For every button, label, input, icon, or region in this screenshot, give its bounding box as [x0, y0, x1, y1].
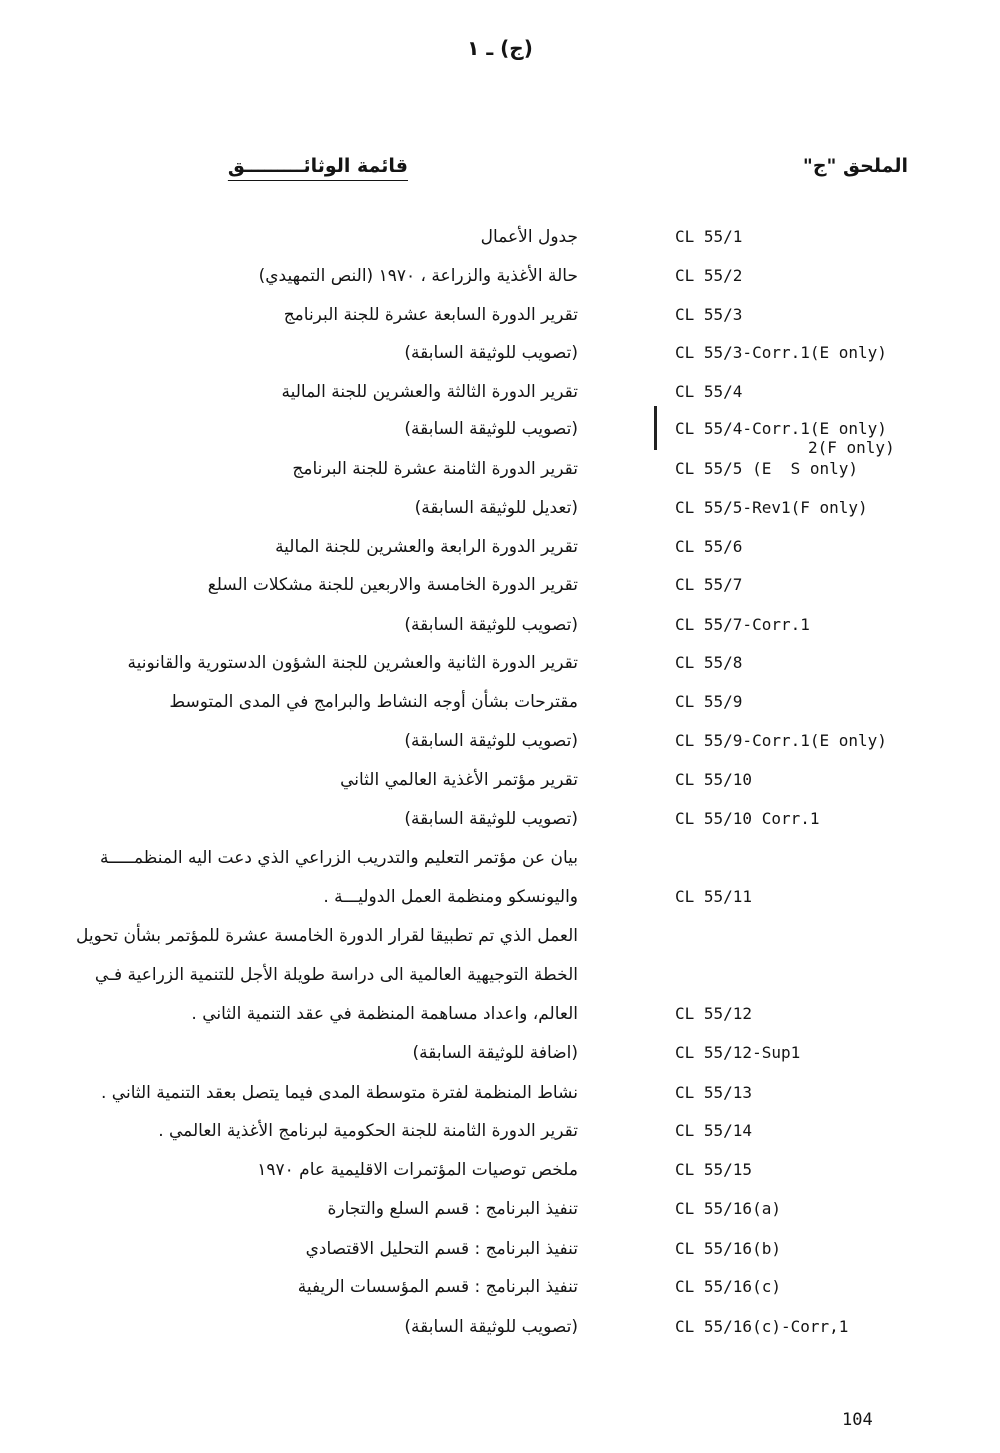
document-row — [0, 919, 1000, 953]
document-code: CL 55/9-Corr.1(E only) — [675, 731, 887, 750]
document-code: CL 55/6 — [675, 537, 743, 556]
document-title-ar: تقرير الدورة الثالثة والعشرين للجنة المالية — [281, 382, 578, 402]
document-code: CL 55/5 (E S only) — [675, 459, 859, 478]
document-row — [0, 841, 1000, 875]
document-title-ar: (تصويب للوثيقة السابقة) — [404, 343, 578, 363]
document-list-title: قائمة الوثائـــــــــق — [227, 155, 408, 177]
document-title-ar: العمل الذي تم تطبيقا لقرار الدورة الخامسة عشرة للمؤتمر بشأن تحويل — [75, 926, 578, 946]
document-row — [0, 491, 1000, 525]
document-row — [0, 1232, 1000, 1266]
document-title-ar: الخطة التوجيهية العالمية الى دراسة طويلة الأجل للتنمية الزراعية فـي — [94, 965, 578, 985]
document-title-ar: تقرير الدورة السابعة عشرة للجنة البرنامج — [283, 305, 578, 325]
document-title-ar: واليونسكو ومنظمة العمل الدوليـــة . — [323, 887, 578, 907]
document-row — [0, 646, 1000, 680]
document-title-ar: (تصويب للوثيقة السابقة) — [404, 615, 578, 635]
document-title-ar: جدول الأعمال — [480, 227, 578, 247]
document-title-ar: تقرير الدورة الثامنة للجنة الحكومية لبرنامج الأغذية العالمي . — [158, 1121, 578, 1141]
document-row — [0, 220, 1000, 254]
document-code: CL 55/4 — [675, 382, 743, 401]
document-title-ar: مقترحات بشأن أوجه النشاط والبرامج في المدى المتوسط — [169, 692, 578, 712]
document-row — [0, 336, 1000, 370]
document-title-ar: تقرير الدورة الرابعة والعشرين للجنة المالية — [275, 537, 578, 557]
document-title-ar: (تصويب للوثيقة السابقة) — [404, 1317, 578, 1337]
document-title-ar: (تصويب للوثيقة السابقة) — [404, 809, 578, 829]
document-title-ar: تقرير مؤتمر الأغذية العالمي الثاني — [340, 770, 578, 790]
document-row — [0, 763, 1000, 797]
document-code: CL 55/14 — [675, 1121, 753, 1140]
page-number: 104 — [842, 1410, 873, 1430]
document-code: CL 55/16(c)-Corr,1 — [675, 1317, 849, 1336]
document-code: CL 55/10 — [675, 770, 753, 789]
document-row — [0, 608, 1000, 642]
document-title-ar: (تصويب للوثيقة السابقة) — [404, 731, 578, 751]
document-row — [0, 958, 1000, 992]
document-title-ar: تقرير الدورة الثانية والعشرين للجنة الشؤون الدستورية والقانونية — [127, 653, 578, 673]
document-code: CL 55/16(a) — [675, 1199, 781, 1218]
document-row — [0, 375, 1000, 409]
document-row — [0, 452, 1000, 486]
document-title-ar: (تعديل للوثيقة السابقة) — [414, 498, 578, 518]
document-title-ar: (تصويب للوثيقة السابقة) — [404, 419, 578, 439]
document-row — [0, 412, 1000, 457]
document-row — [0, 259, 1000, 293]
document-code: CL 55/1 — [675, 227, 743, 246]
document-row — [0, 880, 1000, 914]
document-code: CL 55/16(c) — [675, 1277, 781, 1296]
document-title-ar: نشاط المنظمة لفترة متوسطة المدى فيما يتصل بعقد التنمية الثاني . — [100, 1083, 578, 1103]
document-code: CL 55/7 — [675, 575, 743, 594]
document-title-ar: تنفيذ البرنامج : قسم السلع والتجارة — [327, 1199, 578, 1219]
document-code: CL 55/5-Rev1(F only) — [675, 498, 868, 517]
document-title-ar: تقرير الدورة الخامسة والاربعين للجنة مشكلات السلع — [207, 575, 578, 595]
document-row — [0, 298, 1000, 332]
document-row — [0, 1076, 1000, 1110]
document-title-ar: (اضافة للوثيقة السابقة) — [412, 1043, 578, 1063]
document-row — [0, 530, 1000, 564]
document-row — [0, 1270, 1000, 1304]
document-code: CL 55/13 — [675, 1083, 753, 1102]
document-row — [0, 1310, 1000, 1344]
document-row — [0, 997, 1000, 1031]
document-code: CL 55/15 — [675, 1160, 753, 1179]
document-title-ar: تنفيذ البرنامج : قسم المؤسسات الريفية — [297, 1277, 578, 1297]
document-code: CL 55/2 — [675, 266, 743, 285]
document-row — [0, 568, 1000, 602]
document-code: CL 55/12 — [675, 1004, 753, 1023]
document-row — [0, 685, 1000, 719]
document-code: CL 55/11 — [675, 887, 753, 906]
document-row — [0, 1036, 1000, 1070]
page-header: (ج) ـ ١ — [467, 36, 533, 60]
document-title-ar: بيان عن مؤتمر التعليم والتدريب الزراعي الذي دعت اليه المنظمـــــة — [99, 848, 578, 868]
document-code: CL 55/16(b) — [675, 1239, 781, 1258]
document-code: CL 55/12-Sup1 — [675, 1043, 801, 1062]
document-title-ar: تقرير الدورة الثامنة عشرة للجنة البرنامج — [292, 459, 578, 479]
document-title-ar: تنفيذ البرنامج : قسم التحليل الاقتصادي — [305, 1239, 578, 1259]
document-title-ar: حالة الأغذية والزراعة ، ١٩٧٠ (النص التمهيدي) — [258, 266, 578, 286]
document-code-continuation: 2(F only) — [808, 438, 895, 457]
document-row — [0, 1192, 1000, 1226]
document-row — [0, 724, 1000, 758]
document-title-ar: العالم، واعداد مساهمة المنظمة في عقد التنمية الثاني . — [191, 1004, 578, 1024]
document-code: CL 55/4-Corr.1(E only) — [675, 419, 887, 438]
document-title-ar: ملخص توصيات المؤتمرات الاقليمية عام ١٩٧٠ — [257, 1160, 578, 1180]
annex-label: الملحق "ج" — [802, 155, 908, 177]
document-code: CL 55/3 — [675, 305, 743, 324]
margin-revision-bar — [654, 406, 657, 450]
document-code: CL 55/7-Corr.1 — [675, 615, 810, 634]
document-code: CL 55/3-Corr.1(E only) — [675, 343, 887, 362]
document-code: CL 55/10 Corr.1 — [675, 809, 820, 828]
document-code: CL 55/9 — [675, 692, 743, 711]
document-row — [0, 802, 1000, 836]
document-row — [0, 1153, 1000, 1187]
document-row — [0, 1114, 1000, 1148]
document-code: CL 55/8 — [675, 653, 743, 672]
